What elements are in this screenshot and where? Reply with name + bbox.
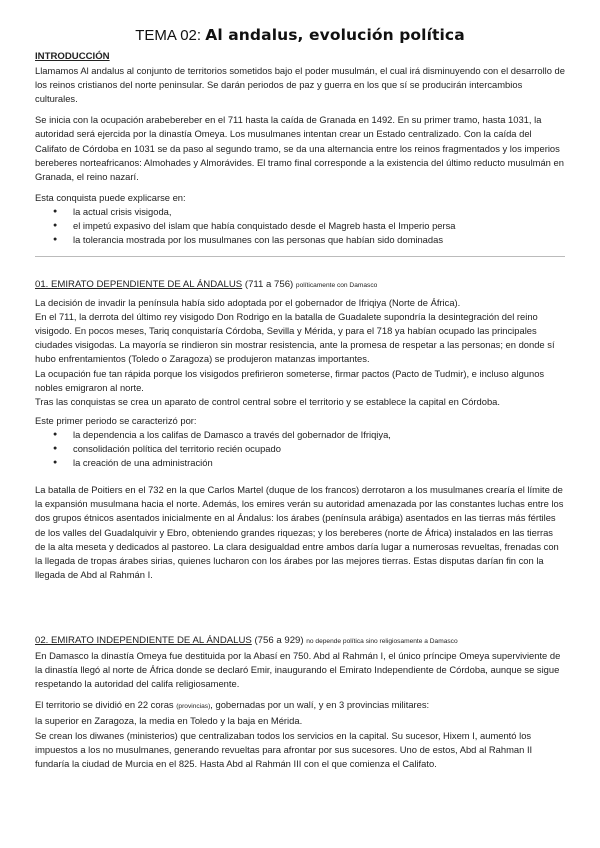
intro-lead: Esta conquista puede explicarse en: <box>35 191 186 203</box>
section-2-heading <box>35 634 565 649</box>
section-1 <box>35 278 565 582</box>
list-item: ● consolidación política del territorio recién ocupado <box>35 442 565 456</box>
section-2-paragraph-4 <box>35 729 565 771</box>
section-1-note: políticamente con Damasco <box>295 282 378 289</box>
section-2-p2-text-b: , gobernadas por un walí, y en 3 provincias militares: <box>210 699 430 711</box>
section-2-p2-text-a: El territorio se dividió en 22 coras <box>35 699 174 711</box>
section-2-paragraph-3: la superior en Zaragoza, la media en Toledo y la baja en Mérida. <box>35 715 303 727</box>
intro-section <box>35 50 565 247</box>
section-1-paragraph-4: Tras las conquistas se crea un aparato de control central sobre el territorio y se establece la capital en Córdoba. <box>35 395 501 407</box>
list-item: ● la tolerancia mostrada por los musulmanes con las personas que habían sido dominadas <box>35 233 565 247</box>
intro-heading: INTRODUCCIÓN <box>35 51 110 62</box>
section-1-lead: Este primer periodo se caracterizó por: <box>35 414 197 426</box>
intro-bullet-list <box>35 205 565 247</box>
section-2-p4-text-b: que centralizaban todos los servicios en la capital. Su sucesor, Hixem I, aumentó los impuestos a los no musulmanes, generando revueltas para afrontar por sus sucesores. Uno de estos, Abd al Rahman II fundaría la ciudad de Murcia en el 825. Hasta Abd al Rahmán III con el que comienza el Califato. <box>35 729 533 769</box>
section-2 <box>35 634 565 771</box>
section-1-paragraph-3: La ocupación fue tan rápida porque los visigodos prefirieron someterse, firmar pactos (Pacto de Tudmir), e incluso algunos nobles emigraron al norte. <box>35 367 545 393</box>
section-2-p4-note: (ministerios) <box>126 729 178 741</box>
title-prefix: TEMA 02: <box>135 27 202 44</box>
list-item: ● la actual crisis visigoda, <box>35 205 565 219</box>
section-1-heading <box>35 278 565 293</box>
section-divider <box>35 256 565 257</box>
section-2-paragraph-1: En Damasco la dinastía Omeya fue destituida por la Abasí en 750. Abd al Rahmán I, el único príncipe Omeya superviviente de la dinastía llegó al norte de África donde se declaró Emir, inaugurando el Emirato Independiente de Córdoba, aunque se sigue respetando la autoridad del califa religiosamente. <box>35 650 561 690</box>
section-2-paragraph-2 <box>35 698 565 714</box>
section-1-paragraph-5: La batalla de Poitiers en el 732 en la que Carlos Martel (duque de los francos) derrotaron a los musulmanes crearía el límite de la expansión musulmana hacia el norte. Además, los emires verán su autoridad amenazada por las constantes luchas entre los dos grupos étnicos asentados inicialmente en al Ándalus: los árabes (península arábiga) asentados en las tierras más fértiles de los valles del Guadalquivir y Ebro, obteniendo grandes riquezas; y los bereberes (norte de África) instalados en las tierras de la alta meseta y dedicados al pastoreo. La clara desigualdad entre ambos daría lugar a numerosas revueltas, frenadas con la llegada de tropas árabes sirias, quienes lucharon con los árabes por las mejores tierras. Estas disputas darían fin con la llegada de Abd al Rahmán I. <box>35 484 564 580</box>
section-2-dates: (756 a 929) <box>254 635 304 646</box>
section-2-p4-text-a: Se crean los diwanes <box>35 729 125 741</box>
intro-paragraph-1: Llamamos Al andalus al conjunto de territorios sometidos bajo el poder musulmán, el cual irá disminuyendo con el desarrollo de los reinos cristianos del norte peninsular. Se darán periodos de paz y guerra en los que sí se producirán intercambios culturales. <box>35 65 565 105</box>
section-2-note: no depende política sino religiosamente a Damasco <box>306 638 458 645</box>
section-1-title: 01. EMIRATO DEPENDIENTE DE AL ÁNDALUS <box>35 279 243 290</box>
section-2-p2-note: (provincias) <box>176 703 211 711</box>
section-1-paragraph-2: En el 711, la derrota del último rey visigodo Don Rodrigo en la batalla de Guadalete supondría la desintegración del reino visigodo. En pocos meses, Tariq conquistaría Córdoba, Sevilla y Mérida, y para el 718 ya habían ocupado las principales ciudades visigodas. La mayoría se rindieron sin mostrar resistencia, ante la promesa de respetar a las personas; en donde sí hubo enfrentamientos (Toledo o Zaragoza) se produjeron matanzas importantes. <box>35 311 555 365</box>
document-title <box>0 26 600 44</box>
list-item: ● el impetú expasivo del islam que había conquistado desde el Magreb hasta el Imperio persa <box>35 219 565 233</box>
section-1-bullet-list <box>35 428 565 470</box>
section-1-paragraph-1: La decisión de invadir la península había sido adoptada por el gobernador de Ifriqiya (Norte de África). <box>35 297 461 309</box>
section-1-dates: (711 a 756) <box>244 279 294 290</box>
title-main: Al andalus, evolución política <box>205 26 465 44</box>
list-item: ● la creación de una administración <box>35 456 565 470</box>
list-item: ● la dependencia a los califas de Damasco a través del gobernador de Ifriqiya, <box>35 428 565 442</box>
section-2-title: 02. EMIRATO INDEPENDIENTE DE AL ÁNDALUS <box>35 635 252 646</box>
intro-paragraph-2: Se inicia con la ocupación arabebereber en el 711 hasta la caída de Granada en 1492. En su primer tramo, hasta 1031, la autoridad será ejercida por la dinastía Omeya. Los musulmanes intentan crear un Estado centralizado. Con la caída del Califato de Córdoba en 1031 se da paso al segundo tramo, se da una alternancia entre los reinos fragmentados y los imperios bereberes norteafricanos: Almohades y Almorávides. El tramo final corresponde a la existencia del último reducto musulmán en Granada, el reino nazarí. <box>35 114 564 182</box>
